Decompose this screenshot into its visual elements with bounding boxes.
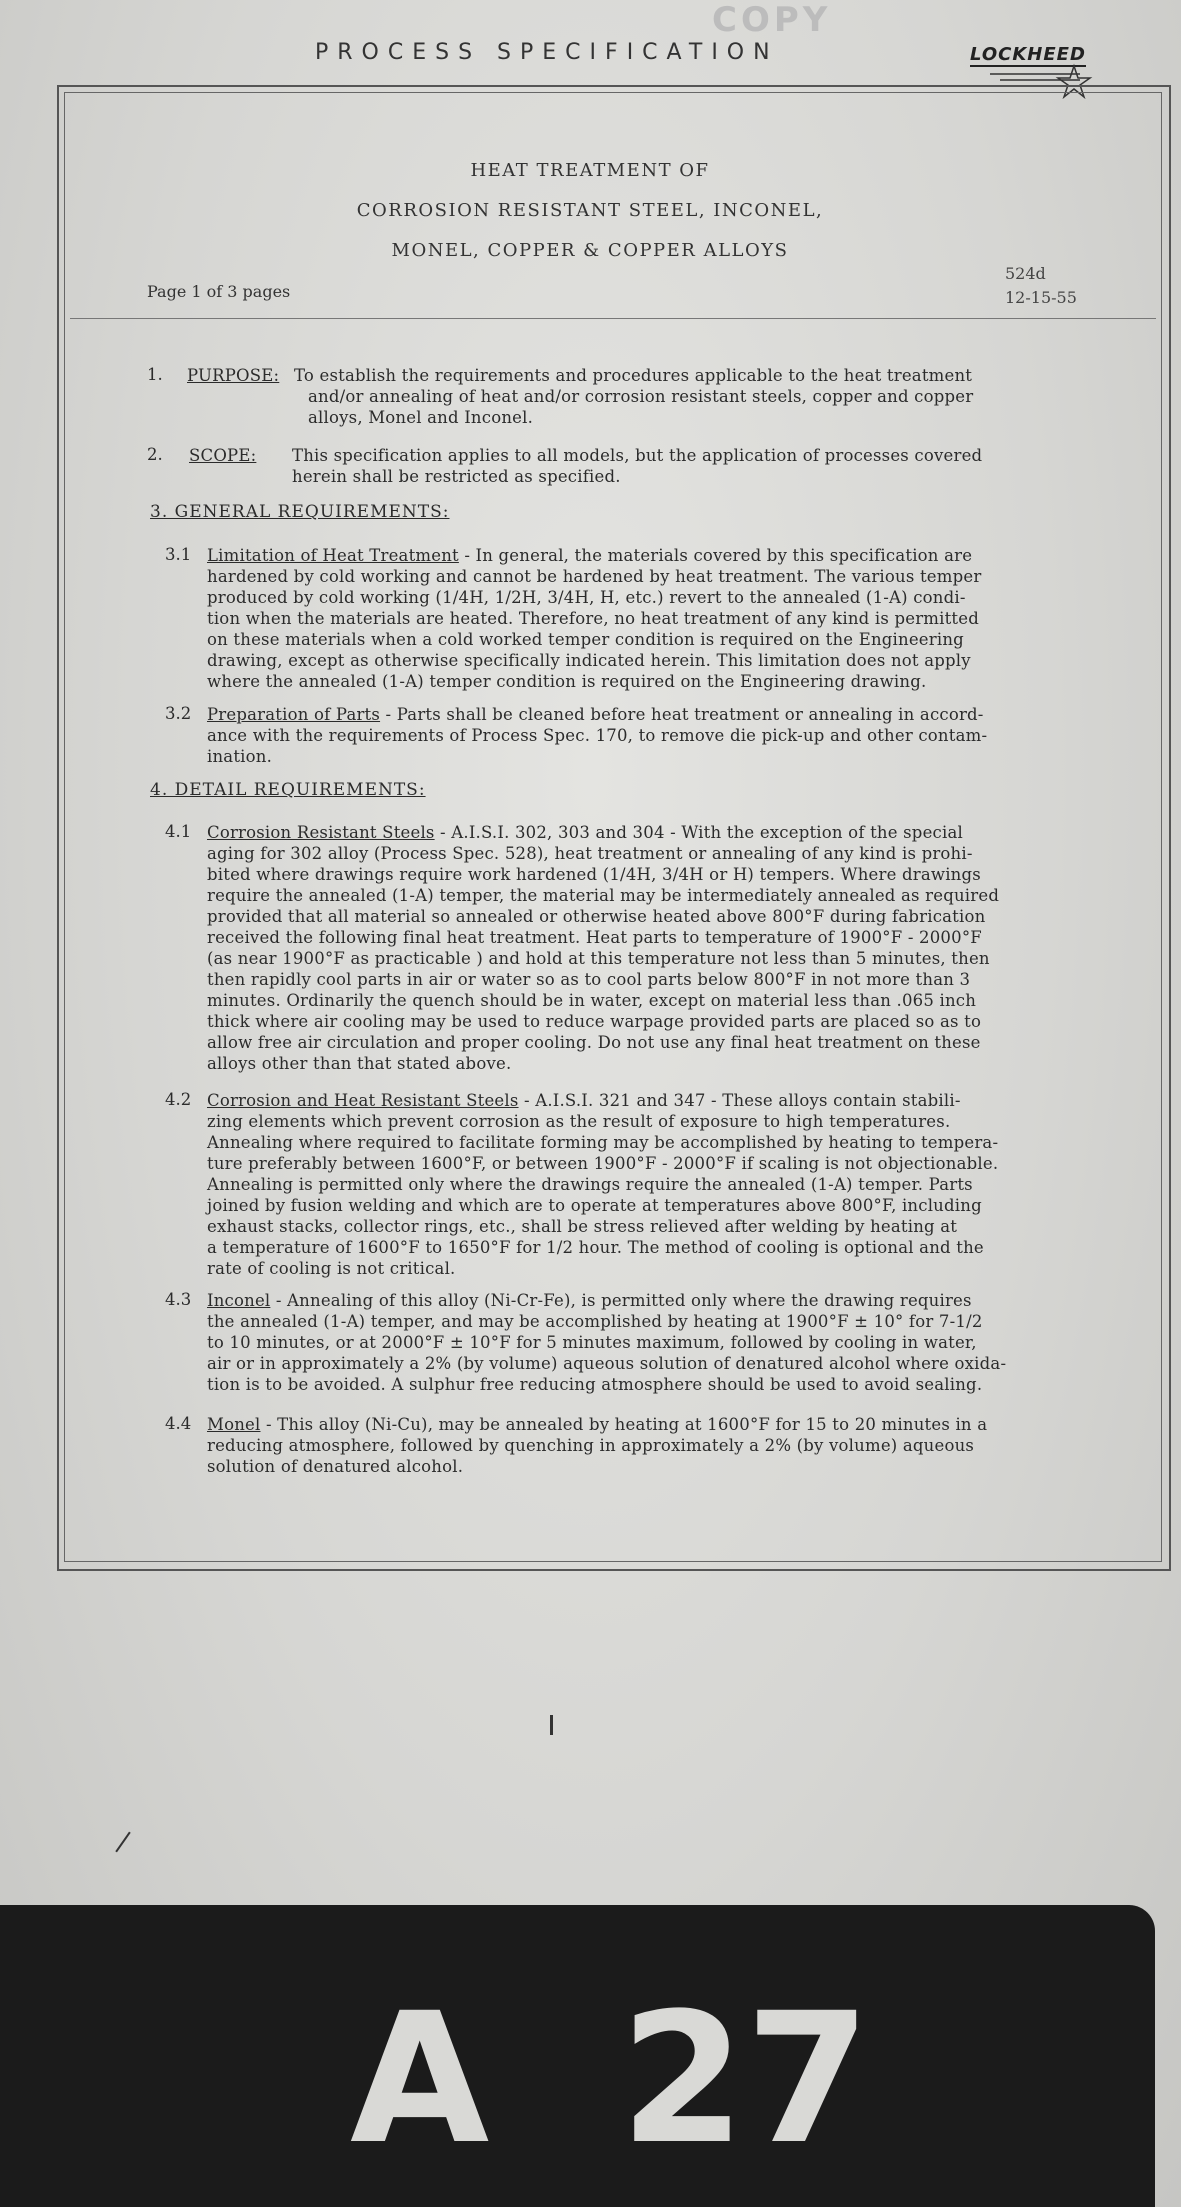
ink-mark	[550, 1715, 553, 1735]
section-4-1-line-6: received the following final heat treatment. Heat parts to temperature of 1900°F - 2000°F	[207, 928, 982, 947]
section-3-1-line-7: where the annealed (1-A) temper condition is required on the Engineering drawing.	[207, 672, 927, 691]
section-4-4-line-1: - This alloy (Ni-Cu), may be annealed by heating at 1600°F for 15 to 20 minutes in a	[260, 1415, 988, 1434]
section-4-3-line-1: - Annealing of this alloy (Ni-Cr-Fe), is permitted only where the drawing requires	[270, 1291, 972, 1310]
section-3-1-line-3: produced by cold working (1/4H, 1/2H, 3/4H, H, etc.) revert to the annealed (1-A) condi-	[207, 588, 966, 607]
section-4-3-line-2: the annealed (1-A) temper, and may be accomplished by heating at 1900°F ± 10° for 7-1/2	[207, 1312, 983, 1331]
section-4-1-line-5: provided that all material so annealed or otherwise heated above 800°F during fabrication	[207, 907, 986, 926]
section-1-number: 1.	[147, 365, 163, 384]
copy-stamp: COPY	[712, 0, 832, 40]
section-3-1-line-5: on these materials when a cold worked temper condition is required on the Engineering	[207, 630, 964, 649]
header-rule	[70, 318, 1156, 319]
section-4-2-line-5: Annealing is permitted only where the drawings require the annealed (1-A) temper. Parts	[207, 1175, 973, 1194]
section-4-1-line-2: aging for 302 alloy (Process Spec. 528), heat treatment or annealing of any kind is prohi-	[207, 844, 973, 863]
title-line-2: CORROSION RESISTANT STEEL, INCONEL,	[356, 200, 824, 221]
section-1-label: PURPOSE:	[187, 366, 280, 385]
section-4-3-label: Inconel	[207, 1291, 271, 1310]
section-3-2-number: 3.2	[165, 704, 192, 723]
section-4-2-line-4: ture preferably between 1600°F, or between 1900°F - 2000°F if scaling is not objectionable.	[207, 1154, 999, 1173]
section-4-4-number: 4.4	[165, 1414, 192, 1433]
section-4-2-number: 4.2	[165, 1090, 192, 1109]
section-3-2-line-3: ination.	[207, 747, 273, 766]
section-4-3-line-3: to 10 minutes, or at 2000°F ± 10°F for 5 minutes maximum, followed by cooling in water,	[207, 1333, 977, 1352]
section-1-line-1: To establish the requirements and procedures applicable to the heat treatment	[294, 366, 973, 385]
section-4-2-line-8: a temperature of 1600°F to 1650°F for 1/2 hour. The method of cooling is optional and the	[207, 1238, 984, 1257]
archive-label-number: 27	[620, 1975, 871, 2184]
section-2-line-2: herein shall be restricted as specified.	[292, 467, 621, 486]
section-3-1-number: 3.1	[165, 545, 192, 564]
title-line-3: MONEL, COPPER & COPPER ALLOYS	[391, 240, 789, 261]
section-4-1-line-3: bited where drawings require work hardened (1/4H, 3/4H or H) tempers. Where drawings	[207, 865, 981, 884]
section-3-heading: 3. GENERAL REQUIREMENTS:	[150, 502, 450, 522]
section-4-2-line-2: zing elements which prevent corrosion as the result of exposure to high temperatures.	[207, 1112, 951, 1131]
section-4-2-label: Corrosion and Heat Resistant Steels	[207, 1091, 519, 1110]
section-3-1-line-4: tion when the materials are heated. Therefore, no heat treatment of any kind is permitted	[207, 609, 979, 628]
section-4-4-line-3: solution of denatured alcohol.	[207, 1457, 464, 1476]
section-4-3-line-5: tion is to be avoided. A sulphur free reducing atmosphere should be used to avoid sealing.	[207, 1375, 983, 1394]
section-4-3-number: 4.3	[165, 1290, 192, 1309]
archive-label-letter: A	[350, 1975, 490, 2184]
section-2-number: 2.	[147, 445, 163, 464]
section-4-1-line-1: - A.I.S.I. 302, 303 and 304 - With the exception of the special	[434, 823, 963, 842]
section-4-1-number: 4.1	[165, 822, 192, 841]
section-4-4-label: Monel	[207, 1415, 261, 1434]
section-2-line-1: This specification applies to all models, but the application of processes covered	[292, 446, 983, 465]
section-3-2-line-2: ance with the requirements of Process Spec. 170, to remove die pick-up and other contam-	[207, 726, 988, 745]
archive-label-strip	[0, 1905, 1155, 2207]
section-4-2-line-9: rate of cooling is not critical.	[207, 1259, 456, 1278]
section-4-4-line-2: reducing atmosphere, followed by quenching in approximately a 2% (by volume) aqueous	[207, 1436, 975, 1455]
section-3-2-label: Preparation of Parts	[207, 705, 381, 724]
section-4-2-line-3: Annealing where required to facilitate forming may be accomplished by heating to tempera-	[207, 1133, 999, 1152]
section-4-1-line-9: minutes. Ordinarily the quench should be in water, except on material less than .065 inch	[207, 991, 977, 1010]
section-3-1-body	[207, 545, 1127, 692]
section-3-2-body	[207, 704, 1127, 767]
section-4-4-body	[207, 1414, 1127, 1477]
section-3-1-label: Limitation of Heat Treatment	[207, 546, 459, 565]
spec-date: 12-15-55	[1005, 288, 1077, 307]
spec-number-block	[1005, 262, 1077, 310]
section-4-1-line-7: (as near 1900°F as practicable ) and hold at this temperature not less than 5 minutes, then	[207, 949, 990, 968]
title-line-1: HEAT TREATMENT OF	[470, 160, 710, 181]
section-4-1-line-11: allow free air circulation and proper cooling. Do not use any final heat treatment on these	[207, 1033, 981, 1052]
section-4-2-line-6: joined by fusion welding and which are to operate at temperatures above 800°F, including	[207, 1196, 982, 1215]
section-1-line-2: and/or annealing of heat and/or corrosion resistant steels, copper and copper	[308, 387, 974, 406]
section-4-3-body	[207, 1290, 1127, 1395]
logo-text: LOCKHEED	[970, 44, 1086, 65]
section-3-1-line-2: hardened by cold working and cannot be hardened by heat treatment. The various temper	[207, 567, 982, 586]
section-2-label: SCOPE:	[189, 446, 257, 465]
section-1-line-3: alloys, Monel and Inconel.	[308, 408, 534, 427]
section-4-1-line-8: then rapidly cool parts in air or water so as to cool parts below 800°F in not more than 3	[207, 970, 971, 989]
section-4-2-line-1: - A.I.S.I. 321 and 347 - These alloys contain stabili-	[518, 1091, 961, 1110]
section-4-1-line-10: thick where air cooling may be used to reduce warpage provided parts are placed so as to	[207, 1012, 982, 1031]
section-4-1-body	[207, 822, 1127, 1074]
section-4-1-line-12: alloys other than that stated above.	[207, 1054, 512, 1073]
header-title: PROCESS SPECIFICATION	[315, 40, 779, 65]
section-3-1-line-1: - In general, the materials covered by this specification are	[458, 546, 973, 565]
section-4-heading: 4. DETAIL REQUIREMENTS:	[150, 780, 426, 800]
page-count: Page 1 of 3 pages	[147, 282, 291, 301]
scratch-mark	[115, 1832, 130, 1853]
section-3-2-line-1: - Parts shall be cleaned before heat treatment or annealing in accord-	[380, 705, 984, 724]
section-4-3-line-4: air or in approximately a 2% (by volume) aqueous solution of denatured alcohol where oxida-	[207, 1354, 1007, 1373]
section-4-2-body	[207, 1090, 1127, 1279]
section-3-1-line-6: drawing, except as otherwise specifically indicated herein. This limitation does not apply	[207, 651, 971, 670]
section-4-1-label: Corrosion Resistant Steels	[207, 823, 435, 842]
spec-number: 524d	[1005, 264, 1046, 283]
section-4-1-line-4: require the annealed (1-A) temper, the material may be intermediately annealed as required	[207, 886, 1000, 905]
section-4-2-line-7: exhaust stacks, collector rings, etc., shall be stress relieved after welding by heating at	[207, 1217, 958, 1236]
